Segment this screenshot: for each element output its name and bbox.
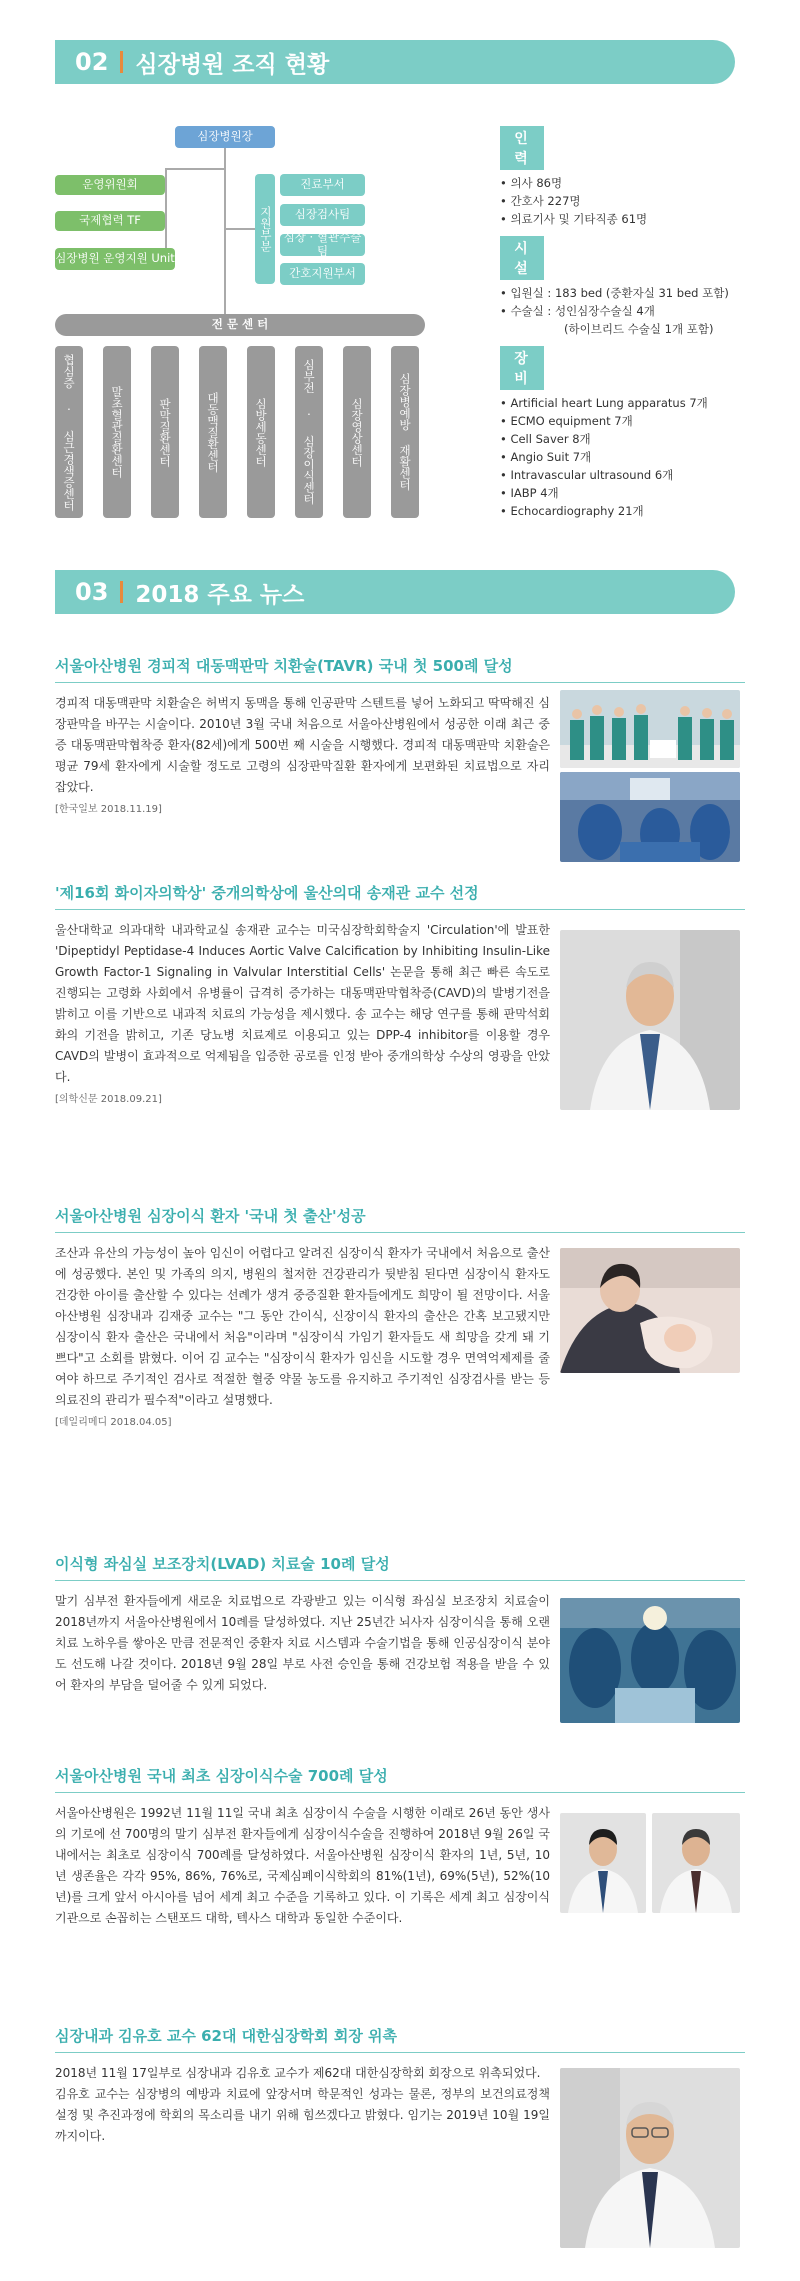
list-item: (하이브리드 수술실 1개 포함): [564, 322, 714, 336]
news-source: [의학신문 2018.09.21]: [55, 1094, 162, 1105]
list-item: • 수술실 : 성인심장수술실 4개: [500, 302, 760, 320]
list-item: • ECMO equipment 7개: [500, 412, 760, 430]
org-chart: [55, 118, 455, 518]
org-right-unit-1: 진료부서: [280, 174, 365, 196]
org-left-unit-3: 심장병원 운영지원 Unit: [55, 248, 175, 270]
news-title: 서울아산병원 경피적 대동맥판막 치환술(TAVR) 국내 첫 500례 달성: [55, 655, 745, 683]
org-support-label: 지원부분: [255, 174, 275, 284]
photo-mother-baby: [560, 1248, 740, 1373]
list-item: • 의료기사 및 기타직종 61명: [500, 210, 760, 228]
news-title: 서울아산병원 심장이식 환자 '국내 첫 출산'성공: [55, 1205, 745, 1233]
org-center-1: 협심증 · 심근경색증센터: [55, 346, 83, 518]
photo-professor-kim: [560, 2068, 740, 2248]
org-left-unit-2: 국제협력 TF: [55, 211, 165, 231]
org-center-6: 심부전 · 심장이식센터: [295, 346, 323, 518]
photo-professor-song: [560, 930, 740, 1110]
list-item: • Echocardiography 21개: [500, 502, 760, 520]
org-right-unit-3: 심장 · 혈관수술팀: [280, 234, 365, 256]
news-body: 김유호 교수는 심장병의 예방과 치료에 앞장서며 학문적인 성과는 물론, 정부의 보건의료정책 설정 및 추진과정에 학회의 목소리를 내기 위해 힘쓰겠다고 밝혔다. 임기는 2019년 10월 19일 까지이다.: [55, 2087, 550, 2143]
list-item: • 입원실 : 183 bed (중환자실 31 bed 포함): [500, 284, 760, 302]
org-center-5: 심방세동센터: [247, 346, 275, 518]
header-tail: [711, 570, 751, 614]
news-title: 서울아산병원 국내 최초 심장이식수술 700례 달성: [55, 1765, 745, 1793]
staff-tag: 인 력: [500, 126, 544, 170]
org-centers-label: 전 문 센 터: [55, 314, 425, 336]
section-divider: [120, 51, 123, 73]
news-body: 서울아산병원은 1992년 11월 11일 국내 최초 심장이식 수술을 시행한 이래로 26년 동안 생사의 기로에 선 700명의 말기 심부전 환자들에게 심장이식수술을 진행하여 2018년 9월 26일 국내에서는 최초로 심장이식 700례를 달성하였다. 서울아산병원 심장이식 환자의 1년, 5년, 10년 생존율은 각각 95%, 86%, 76%로, 국제심폐이식학회의 81%(1년), 69%(5년), 52%(10년)를 크게 앞서 아시아를 넘어 세계 최고 수준을 기록하고 있다. 이 기록은 세계 최고 심장이식 기관으로 손꼽히는 스탠포드 대학, 텍사스 대학과 동일한 수준이다.: [55, 1806, 550, 1925]
list-item: • IABP 4개: [500, 484, 760, 502]
org-line-support: [225, 228, 255, 230]
org-left-unit-1: 운영위원회: [55, 175, 165, 195]
section-title: 심장병원 조직 현황: [135, 51, 330, 78]
org-director: 심장병원장: [175, 126, 275, 148]
news-body: 말기 심부전 환자들에게 새로운 치료법으로 각광받고 있는 이식형 좌심실 보조장치 치료술이 2018년까지 서울아산병원에서 10례를 달성하였다. 지난 25년간 뇌사자 심장이식을 통해 오랜 치료 노하우를 쌓아온 만큼 전문적인 중환자 치료 시스템과 수술기법을 통해 인공심장이식 분야도 선도해 나갈 것이다. 2018년 9월 28일 부로 사전 승인을 통해 건강보험 적용을 받을 수 있어 환자의 부담을 덜어줄 수 있게 되었다.: [55, 1594, 550, 1692]
org-right-unit-2: 심장검사팀: [280, 204, 365, 226]
list-item: • Artificial heart Lung apparatus 7개: [500, 394, 760, 412]
org-center-4: 대동맥질환센터: [199, 346, 227, 518]
section-divider: [120, 581, 123, 603]
news-title: '제16회 화이자의학상' 중개의학상에 울산의대 송재관 교수 선정: [55, 882, 745, 910]
section-header-news: [55, 570, 735, 614]
list-item: • Cell Saver 8개: [500, 430, 760, 448]
photo-surgeon-2: [652, 1813, 740, 1913]
staff-list: [500, 174, 760, 228]
header-tail: [711, 40, 751, 84]
section-number: 03: [75, 578, 109, 606]
facility-list: [500, 284, 760, 338]
photo-lvad-surgery: [560, 1598, 740, 1723]
org-center-3: 판막질환센터: [151, 346, 179, 518]
news-body: 조산과 유산의 가능성이 높아 임신이 어렵다고 알려진 심장이식 환자가 국내에서 처음으로 출산에 성공했다. 본인 및 가족의 의지, 병원의 철저한 건강관리가 뒷받침 된다면 심장이식 환자도 건강한 아이를 출산할 수 있다는 선례가 생겨 중증질환 환자들에게도 희망이 될 전망이다. 서울아산병원 심장내과 김재중 교수는 "그 동안 간이식, 신장이식 환자의 출산은 간혹 보고됐지만 심장이식 환자 출산은 국내에서 처음"이라며 "심장이식 가임기 환자들도 새 희망을 갖게 돼 기쁘다"고 소회를 밝혔다. 이어 김 교수는 "심장이식 환자가 임신을 시도할 경우 면역억제제를 줄여야 하므로 주기적인 검사로 적절한 혈중 약물 농도를 유지하고 주기적인 심장검사를 받는 등 의료진의 관리가 필수적"이라고 설명했다.: [55, 1246, 550, 1407]
news-title: 심장내과 김유호 교수 62대 대한심장학회 회장 위촉: [55, 2025, 745, 2053]
hospital-stats: [500, 126, 760, 528]
org-line-left-h: [165, 168, 225, 170]
news-body: 2018년 11월 17일부로 심장내과 김유호 교수가 제62대 대한심장학회 회장으로 위촉되었다.: [55, 2066, 541, 2080]
news-body: 경피적 대동맥판막 치환술은 허벅지 동맥을 통해 인공판막 스텐트를 넣어 노화되고 딱딱해진 심장판막을 바꾸는 시술이다. 2010년 3월 국내 처음으로 서울아산병원에서 성공한 이래 최근 중증 대동맥판막협착증 환자(82세)에게 500번 째 시술을 시행했다. 경피적 대동맥판막 치환술은 평균 79세 환자에게 시술할 정도로 고령의 심장판막질환 환자에게 보편화된 치료법으로 자리 잡았다.: [55, 696, 550, 794]
news-title: 이식형 좌심실 보조장치(LVAD) 치료술 10례 달성: [55, 1553, 745, 1581]
org-line-main: [224, 148, 226, 330]
photo-tavr-team: [560, 690, 740, 768]
org-center-2: 말초혈관질환센터: [103, 346, 131, 518]
photo-surgeon-1: [560, 1813, 646, 1913]
photo-tavr-procedure: [560, 772, 740, 862]
news-source: [데일리메디 2018.04.05]: [55, 1417, 172, 1428]
list-item: • Intravascular ultrasound 6개: [500, 466, 760, 484]
news-body: 울산대학교 의과대학 내과학교실 송재관 교수는 미국심장학회학술지 'Circulation'에 발표한 'Dipeptidyl Peptidase-4 Induces Aortic Valve Calcification by Inhibiting Insulin-Like Growth Factor-1 Signaling in Valvular Interstitial Cells' 논문을 통해 최근 빠른 속도로 진행되는 고령화 사회에서 유병률이 급격히 증가하는 대동맥판막협착증(CAVD)의 발병기전을 밝히고 이를 기반으로 내과적 치료의 가능성을 제시했다. 송 교수는 해당 연구를 통해 판막석회화의 기전을 밝히고, 기존 당뇨병 치료제로 이용되고 있는 DPP-4 inhibitor를 이용할 경우 CAVD의 발병이 효과적으로 억제됨을 입증한 공로를 인정 받아 중개의학상 수상의 영광을 안았다.: [55, 923, 550, 1084]
section-number: 02: [75, 48, 109, 76]
org-center-7: 심장영상센터: [343, 346, 371, 518]
org-right-unit-4: 간호지원부서: [280, 263, 365, 285]
list-item: • 의사 86명: [500, 174, 760, 192]
list-item: • Angio Suit 7개: [500, 448, 760, 466]
equipment-tag: 장 비: [500, 346, 544, 390]
list-item: • 간호사 227명: [500, 192, 760, 210]
org-center-8: 심장병예방 재활센터: [391, 346, 419, 518]
facility-tag: 시 설: [500, 236, 544, 280]
section-header-org: [55, 40, 735, 84]
equipment-list: [500, 394, 760, 520]
news-source: [한국일보 2018.11.19]: [55, 804, 162, 815]
section-title: 2018 주요 뉴스: [135, 581, 305, 608]
